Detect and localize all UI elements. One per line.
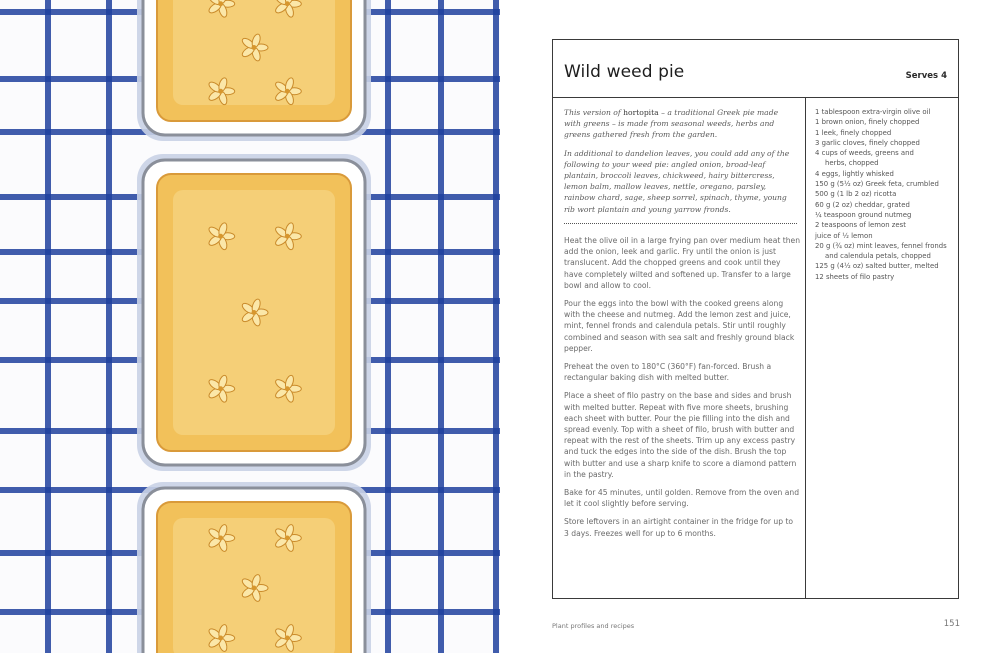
recipe-title: Wild weed pie [564,62,685,82]
method-step: Bake for 45 minutes, until golden. Remove from the oven and let it cool slightly before serving. [564,488,800,509]
page-number: 151 [943,619,960,629]
ingredient-item: 1 tablespoon extra-virgin olive oil [815,108,931,116]
flower-center [252,310,257,315]
ingredient-item: juice of ½ lemon [815,231,873,240]
flower-center [218,536,223,541]
column-divider [805,97,806,599]
ingredient-item: 12 sheets of filo pastry [815,272,895,281]
serves-label: Serves 4 [905,71,947,81]
ingredient-item: 500 g (1 lb 2 oz) ricotta [815,190,897,199]
flower-center [218,1,223,6]
ingredient-item: 150 g (5½ oz) Greek feta, crumbled [815,180,939,189]
intro-paragraph: This version of hortopita – a traditional Greek pie made with greens – is made from seasonal weeds, herbs and greens gathered fresh from the garden. [564,108,779,140]
recipe-method [564,235,800,546]
ingredient-item: 1 brown onion, finely chopped [815,118,920,127]
flower-center [285,386,290,391]
method-step: Place a sheet of filo pastry on the base and sides and brush with melted butter. Repeat with five more sheets, brushing each sheet with butter. Pour the pie filling into the dish and spread evenly. Top with a sheet of filo, brush with butter and repeat with the rest of the sheets. Trim up any excess pastry and tuck the edges into the side of the dish. Brush the top with butter and use a sharp knife to score a diamond pattern in the pastry. [564,391,797,479]
recipe-intro [564,107,797,222]
flower-center [218,234,223,239]
dish-name: hortopita [623,108,659,117]
footer-section-label: Plant profiles and recipes [552,622,635,630]
method-step: Preheat the oven to 180°C (360°F) fan-forced. Brush a rectangular baking dish with melted butter. [564,362,772,383]
method-step: Pour the eggs into the bowl with the cooked greens along with the cheese and nutmeg. Add the lemon zest and juice, mint, fennel fronds and calendula petals. Stir until roughly combined and season with sea salt and freshly ground black pepper. [564,299,795,353]
ingredient-item: 2 teaspoons of lemon zest [815,221,906,230]
dotted-divider [564,223,797,224]
flower-center [285,536,290,541]
ingredient-item: ¼ teaspoon ground nutmeg [815,210,912,219]
ingredient-item: 20 g (¾ oz) mint leaves, fennel fronds and calendula petals, chopped [815,241,947,261]
flower-center [218,89,223,94]
flower-center [285,1,290,6]
flower-center [252,45,257,50]
recipe-header [553,40,958,98]
flower-center [218,386,223,391]
flower-center [285,89,290,94]
flower-center [252,586,257,591]
recipe-page [500,0,1000,653]
intro-paragraph: In additional to dandelion leaves, you could add any of the following to your weed pie: angled onion, broad-leaf plantain, broccoli leaves, chickweed, hairy bittercress, lemon balm, mallow leaves, nettle, oregano, parsley, rainbow chard, sage, sheep sorrel, spinach, thyme, young rib wort plantain and young yarrow fronds. [564,148,790,214]
ingredient-item: 3 garlic cloves, finely chopped [815,138,920,147]
ingredient-item: 4 eggs, lightly whisked [815,169,894,178]
ingredient-item: 4 cups of weeds, greens and herbs, chopped [815,149,914,168]
flower-center [285,234,290,239]
method-step: Store leftovers in an airtight container in the fridge for up to 3 days. Freezes well for up to 6 months. [564,517,794,538]
ingredient-item: 1 leek, finely chopped [815,128,892,137]
flower-center [218,636,223,641]
ingredients-list [815,107,955,282]
flower-center [285,636,290,641]
recipe-card [552,39,959,599]
method-step: Heat the olive oil in a large frying pan over medium heat then add the onion, leek and garlic. Fry until the onion is just translucent. Add the chopped greens and cook until they have completely wilted and softened up. Transfer to a large bowl and allow to cool. [564,236,801,290]
ingredient-item: 60 g (2 oz) cheddar, grated [815,200,910,209]
ingredient-item: 125 g (4½ oz) salted butter, melted [815,262,939,271]
